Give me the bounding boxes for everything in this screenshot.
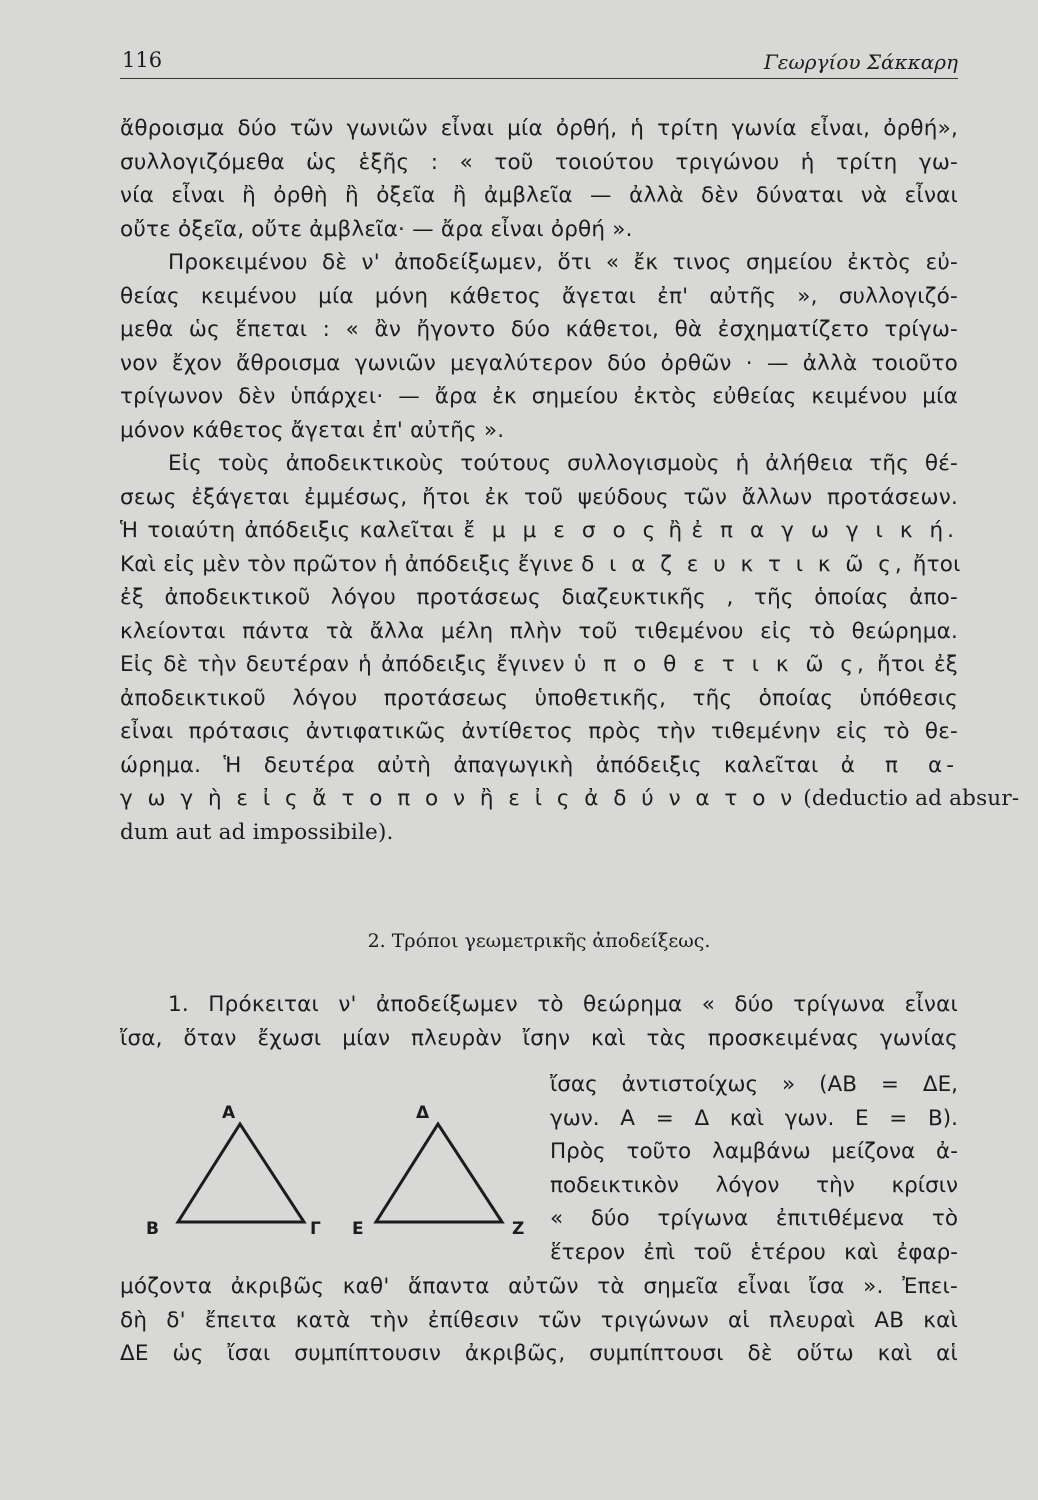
text-span: Εἰς δὲ τὴν δευτέραν ἡ ἀπόδειξις ἔγινεν	[120, 652, 565, 677]
label-epsilon: Ε	[352, 1219, 364, 1239]
text-line: ποδεικτικὸν λόγον τὴν κρίσιν	[550, 1172, 958, 1198]
text-line: ἴσας ἀντιστοίχως » (ΑΒ = ΔΕ,	[550, 1072, 958, 1097]
term-epagogike: ἐ π α γ ω γ ι κ ή.	[691, 518, 958, 543]
text-span: ἤτοι	[912, 551, 961, 577]
triangle-dez	[376, 1124, 502, 1222]
text-beside-figure	[550, 1068, 958, 1269]
text-line: νον ἔχον ἄθροισμα γωνιῶν μεγαλύτερον δύο ὀρθῶν · — ἀλλὰ τοιοῦτο	[120, 350, 958, 376]
text-line: νία εἶναι ἢ ὀρθὴ ἢ ὀξεῖα ἢ ἀμβλεῖα — ἀλλὰ δὲν δύναται νὰ εἶναι	[120, 183, 958, 208]
text-line: 1. Πρόκειται ν' ἀποδείξωμεν τὸ θεώρημα « δύο τρίγωνα εἶναι	[168, 992, 958, 1017]
section-text	[120, 988, 958, 1055]
text-line: ἄθροισμα δύο τῶν γωνιῶν εἶναι μία ὀρθή, ἡ τρίτη γωνία εἶναι, ὀρθή»,	[120, 116, 958, 141]
triangle-abg	[178, 1124, 304, 1222]
term-apagoge: γ ω γ ὴ ε ἰ ς ἄ τ ο π ο ν ἢ ε ἰ ς ἀ δ ύ ν α τ ο ν	[120, 786, 797, 811]
label-gamma: Γ	[310, 1219, 321, 1239]
text-line: σεως ἐξάγεται ἐμμέσως, ἤτοι ἐκ τοῦ ψεύδους τῶν ἄλλων προτάσεων.	[120, 484, 958, 510]
text-line	[120, 749, 958, 783]
label-delta: Δ	[416, 1103, 430, 1123]
text-line: μόζοντα ἀκριβῶς καθ' ἅπαντα αὐτῶν τὰ σημεῖα εἶναι ἴσα ». Ἐπει-	[120, 1274, 958, 1299]
text-line: συλλογιζόμεθα ὡς ἑξῆς : « τοῦ τοιούτου τριγώνου ἡ τρίτη γω-	[120, 149, 958, 175]
section-heading: 2. Τρόποι γεωμετρικῆς ἀποδείξεως.	[367, 930, 711, 952]
page-number: 116	[122, 48, 163, 72]
text-line: « δύο τρίγωνα ἐπιτιθέμενα τὸ	[550, 1206, 958, 1231]
text-line: γων. Α = Δ καὶ γων. Ε = Β).	[550, 1105, 958, 1131]
label-zeta: Ζ	[512, 1219, 525, 1239]
text-line	[120, 782, 1020, 816]
text-line: θείας κειμένου μία μόνη κάθετος ἄγεται ἐπ' αὐτῆς », συλλογιζό-	[120, 283, 958, 309]
latin-phrase: (deductio ad absur-	[803, 786, 1020, 811]
label-alpha: Α	[222, 1103, 236, 1123]
text-line: κλείονται πάντα τὰ ἄλλα μέλη πλὴν τοῦ τιθεμένου εἰς τὸ θεώρημα.	[120, 618, 958, 644]
text-line: Εἰς τοὺς ἀποδεικτικοὺς τούτους συλλογισμοὺς ἡ ἀλήθεια τῆς θέ-	[168, 451, 958, 476]
term-emmesos: ἔ μ μ ε σ ο ς	[463, 518, 660, 543]
text-span: Καὶ εἰς μὲν τὸν πρῶτον ἡ ἀπόδειξις ἔγινε	[120, 551, 575, 577]
text-span: ἢ	[668, 518, 683, 543]
term-apa: ἀ π α-	[840, 752, 958, 778]
text-line: dum aut ad impossibile).	[120, 819, 394, 845]
body-text-bottom	[120, 1270, 958, 1371]
text-line: μόνον κάθετος ἄγεται ἐπ' αὐτῆς ».	[120, 417, 505, 443]
text-line: τρίγωνον δὲν ὑπάρχει· — ἄρα ἐκ σημείου ἐκτὸς εὐθείας κειμένου μία	[120, 384, 958, 409]
text-line: δὴ δ' ἔπειτα κατὰ τὴν ἐπίθεσιν τῶν τριγώνων αἱ πλευραὶ ΑΒ καὶ	[120, 1307, 958, 1333]
text-line: Πρὸς τοῦτο λαμβάνω μείζονα ἀ-	[550, 1139, 958, 1164]
text-line: ἀποδεικτικοῦ λόγου προτάσεως ὑποθετικῆς, τῆς ὁποίας ὑπόθεσις	[120, 685, 958, 711]
text-line: ἐξ ἀποδεικτικοῦ λόγου προτάσεως διαζευκτικῆς , τῆς ὁποίας ἀπο-	[120, 585, 958, 610]
term-diazeuktikos: δ ι α ζ ε υ κ τ ι κ ῶ ς,	[581, 551, 906, 577]
label-beta: Β	[146, 1219, 159, 1239]
text-line: Προκειμένου δὲ ν' ἀποδείξωμεν, ὅτι « ἔκ τινος σημείου ἐκτὸς εὐ-	[168, 250, 958, 275]
text-line	[120, 548, 961, 582]
text-line	[120, 648, 958, 682]
term-ypothetikos: ὑ π ο θ ε τ ι κ ῶ ς,	[573, 652, 868, 677]
triangles-figure	[140, 1100, 540, 1250]
text-span: Ἡ τοιαύτη ἀπόδειξις καλεῖται	[120, 518, 455, 543]
triangles-svg	[140, 1100, 540, 1250]
text-span: ώρημα. Ἡ δευτέρα αὐτὴ ἀπαγωγικὴ ἀπόδειξις καλεῖται	[120, 752, 819, 778]
text-line: οὔτε ὀξεῖα, οὔτε ἀμβλεῖα· — ἄρα εἶναι ὀρθή ».	[120, 216, 633, 242]
text-span: ἤτοι ἐξ	[877, 652, 958, 677]
author-name: Γεωργίου Σάκκαρη	[763, 50, 958, 74]
text-line: ἕτερον ἐπὶ τοῦ ἑτέρου καὶ ἐφαρ-	[550, 1239, 958, 1265]
text-line: εἶναι πρότασις ἀντιφατικῶς ἀντίθετος πρὸς τὴν τιθεμένην εἰς τὸ θε-	[120, 719, 958, 744]
text-line: ΔΕ ὡς ἴσαι συμπίπτουσιν ἀκριβῶς, συμπίπτουσι δὲ οὕτω καὶ αἱ	[120, 1341, 958, 1366]
text-line: μεθα ὡς ἕπεται : « ἂν ἤγοντο δύο κάθετοι, θὰ ἐσχηματίζετο τρίγω-	[120, 317, 958, 342]
body-text-top	[120, 112, 1020, 849]
text-line	[120, 514, 958, 548]
text-line: ἴσα, ὅταν ἔχωσι μίαν πλευρὰν ἴσην καὶ τὰς προσκειμένας γωνίας	[120, 1025, 958, 1051]
running-head	[120, 48, 958, 79]
